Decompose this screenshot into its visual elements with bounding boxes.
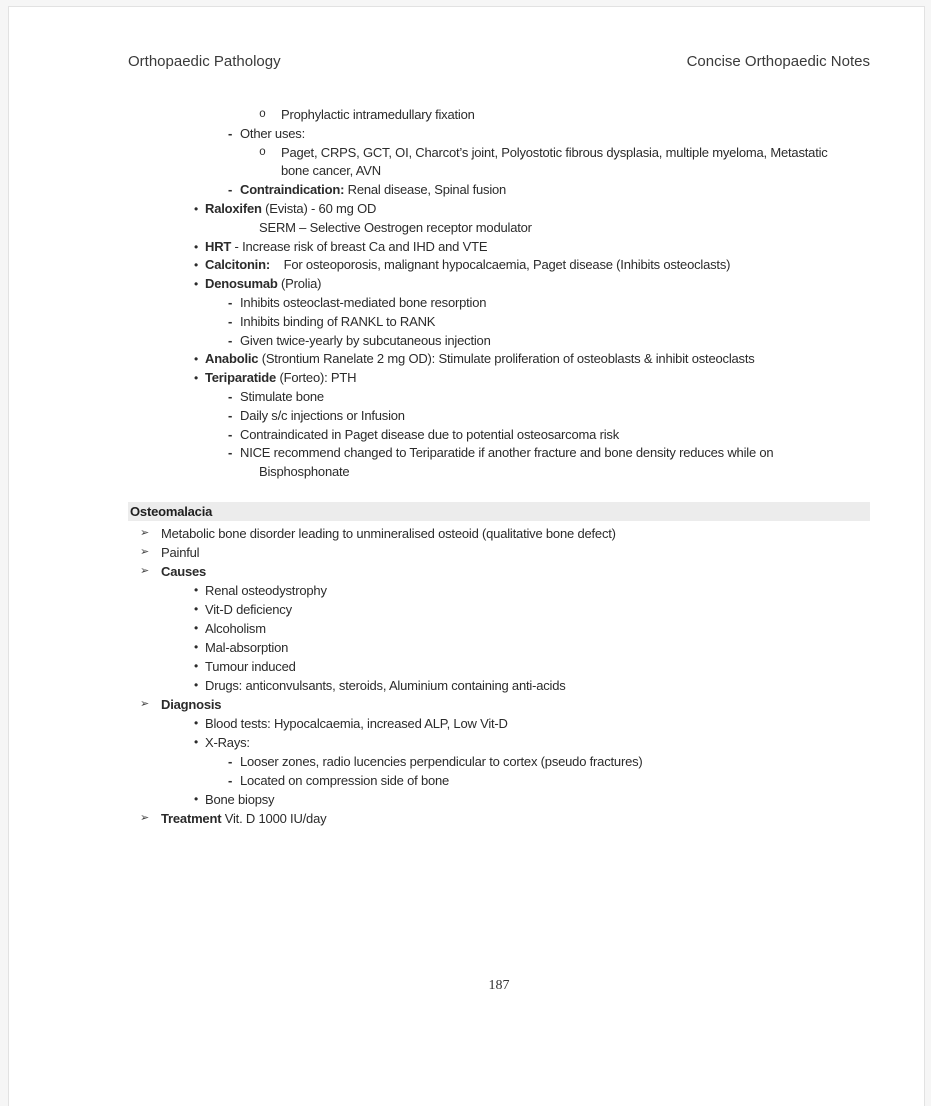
bullet-list-marker: •	[194, 735, 199, 749]
line-text	[128, 790, 870, 809]
dash-list-marker: -	[228, 313, 233, 329]
page-header	[128, 53, 870, 70]
o-list-marker: o	[259, 145, 266, 159]
line-text	[128, 809, 870, 828]
document-line	[128, 144, 870, 163]
line-text-segment: Painful	[161, 545, 200, 560]
line-text-segment: (Forteo): PTH	[276, 370, 357, 386]
page-footer	[128, 978, 870, 994]
bullet-list-marker: •	[194, 371, 199, 386]
line-text-bold-segment: Treatment	[161, 811, 222, 826]
line-text-bold-segment: Causes	[161, 564, 207, 579]
o-list-marker: o	[259, 108, 266, 121]
line-text-segment: For osteoporosis, malignant hypocalcaemia, Paget disease (Inhibits osteoclasts)	[269, 257, 731, 273]
document-line	[128, 562, 870, 581]
bullet-list-marker: •	[194, 792, 199, 806]
document-line	[128, 809, 870, 828]
line-text	[128, 181, 870, 200]
line-text	[128, 219, 870, 238]
line-text-segment: Mal-absorption	[205, 640, 289, 655]
document-line	[128, 752, 870, 771]
line-text-segment: Given twice-yearly by subcutaneous injection	[240, 332, 491, 348]
document-line	[128, 238, 870, 257]
line-text	[128, 256, 870, 275]
line-text	[128, 369, 870, 388]
document-line	[128, 543, 870, 562]
line-text-segment: (Evista) - 60 mg OD	[261, 200, 377, 216]
line-text	[128, 695, 870, 714]
header-title-left: Orthopaedic Pathology	[128, 53, 281, 70]
document-line	[128, 388, 870, 407]
document-line	[128, 771, 870, 790]
header-title-right: Concise Orthopaedic Notes	[686, 53, 870, 70]
document-line	[128, 125, 870, 144]
line-text-bold-segment: Denosumab	[205, 276, 278, 292]
line-text-segment: SERM – Selective Oestrogen receptor modulator	[259, 219, 532, 235]
section-heading: Osteomalacia	[130, 504, 213, 519]
document-line	[128, 294, 870, 313]
bullet-list-marker: •	[194, 352, 199, 367]
line-text	[128, 638, 870, 657]
line-text-bold-segment: Raloxifen	[205, 200, 262, 216]
bullet-list-marker: •	[194, 621, 199, 635]
line-text	[128, 444, 870, 463]
line-text	[128, 752, 870, 771]
line-text	[128, 332, 870, 351]
bullet-list-marker: •	[194, 659, 199, 673]
line-text	[128, 600, 870, 619]
line-text-segment: Bone biopsy	[205, 792, 275, 807]
line-text-segment: Alcoholism	[205, 621, 266, 636]
line-text	[128, 144, 870, 163]
bullet-list-marker: •	[194, 277, 199, 292]
document-line	[128, 200, 870, 219]
document-line	[128, 369, 870, 388]
bullet-list-marker: •	[194, 583, 199, 597]
line-text	[128, 294, 870, 313]
line-text	[128, 714, 870, 733]
arrow-list-marker: ➢	[140, 565, 150, 577]
line-text	[128, 350, 870, 369]
line-text	[128, 388, 870, 407]
line-text-segment: Prophylactic intramedullary fixation	[281, 107, 475, 122]
arrow-list-marker: ➢	[140, 698, 150, 710]
document-line	[128, 524, 870, 543]
document-line	[128, 444, 870, 463]
line-text-segment: - Increase risk of breast Ca and IHD and VTE	[231, 238, 488, 254]
line-text-segment: Stimulate bone	[240, 388, 324, 404]
line-text	[128, 238, 870, 257]
line-text	[128, 275, 870, 294]
line-text-segment: Renal disease, Spinal fusion	[344, 182, 507, 198]
dash-list-marker: -	[228, 388, 233, 404]
dash-list-marker: -	[228, 407, 233, 423]
line-text	[128, 524, 870, 543]
document-line	[128, 256, 870, 275]
bullet-list-marker: •	[194, 602, 199, 616]
line-text-bold-segment: Contraindication:	[240, 182, 345, 198]
dash-list-marker: -	[228, 294, 233, 310]
document-line	[128, 181, 870, 200]
arrow-list-marker: ➢	[140, 546, 150, 558]
document-line	[128, 638, 870, 657]
line-text	[128, 125, 870, 144]
line-text-bold-segment: Anabolic	[205, 351, 259, 367]
line-text	[128, 407, 870, 426]
line-text-segment: Located on compression side of bone	[240, 773, 450, 788]
line-text-segment: Vit. D 1000 IU/day	[221, 811, 327, 826]
dash-list-marker: -	[228, 426, 233, 442]
document-page	[8, 6, 925, 1106]
dash-list-marker: -	[228, 182, 233, 198]
line-text-segment: Blood tests: Hypocalcaemia, increased ALP, Low Vit-D	[205, 716, 508, 731]
bullet-list-marker: •	[194, 716, 199, 730]
osteomalacia-notes-list	[128, 524, 870, 828]
line-text-segment: Vit-D deficiency	[205, 602, 292, 617]
bullet-list-marker: •	[194, 678, 199, 692]
arrow-list-marker: ➢	[140, 527, 150, 539]
document-line	[128, 162, 870, 181]
line-text-segment: Bisphosphonate	[259, 464, 350, 480]
line-text-segment: (Prolia)	[277, 276, 322, 292]
document-line	[128, 106, 870, 125]
line-text-segment: Tumour induced	[205, 659, 296, 674]
document-line	[128, 790, 870, 809]
line-text-segment: bone cancer, AVN	[281, 163, 381, 179]
line-text	[128, 463, 870, 482]
dash-list-marker: -	[228, 125, 233, 141]
line-text	[128, 543, 870, 562]
line-text	[128, 562, 870, 581]
line-text	[128, 200, 870, 219]
document-line	[128, 407, 870, 426]
line-text-segment: Renal osteodystrophy	[205, 583, 327, 598]
document-line	[128, 313, 870, 332]
document-line	[128, 695, 870, 714]
line-text	[128, 676, 870, 695]
arrow-list-marker: ➢	[140, 812, 150, 824]
line-text-segment: Metabolic bone disorder leading to unmineralised osteoid (qualitative bone defect)	[161, 526, 616, 541]
document-line	[128, 426, 870, 445]
line-text-segment: Drugs: anticonvulsants, steroids, Aluminium containing anti-acids	[205, 678, 566, 693]
line-text	[128, 581, 870, 600]
line-text	[128, 619, 870, 638]
dash-list-marker: -	[228, 754, 233, 769]
line-text	[128, 426, 870, 445]
line-text	[128, 733, 870, 752]
document-line	[128, 332, 870, 351]
bullet-list-marker: •	[194, 239, 199, 254]
line-text-bold-segment: Calcitonin:	[205, 257, 270, 273]
document-line	[128, 463, 870, 482]
document-line	[128, 619, 870, 638]
line-text	[128, 162, 870, 181]
bullet-list-marker: •	[194, 640, 199, 654]
line-text-segment: Other uses:	[240, 125, 305, 141]
document-line	[128, 581, 870, 600]
document-line	[128, 275, 870, 294]
document-line	[128, 350, 870, 369]
line-text-segment: Inhibits binding of RANKL to RANK	[240, 313, 436, 329]
line-text-bold-segment: HRT	[205, 238, 232, 254]
document-line	[128, 733, 870, 752]
line-text-segment: X-Rays:	[205, 735, 250, 750]
dash-list-marker: -	[228, 773, 233, 788]
line-text-segment: (Strontium Ranelate 2 mg OD): Stimulate proliferation of osteoblasts & inhibit osteoclasts	[258, 351, 755, 367]
document-line	[128, 219, 870, 238]
document-line	[128, 714, 870, 733]
line-text-segment: Inhibits osteoclast-mediated bone resorption	[240, 294, 487, 310]
bullet-list-marker: •	[194, 258, 199, 273]
document-line	[128, 676, 870, 695]
bullet-list-marker: •	[194, 201, 199, 216]
dash-list-marker: -	[228, 332, 233, 348]
line-text-segment: Paget, CRPS, GCT, OI, Charcot’s joint, Polyostotic fibrous dysplasia, multiple myeloma, Metastatic	[281, 144, 828, 160]
line-text-bold-segment: Teriparatide	[205, 370, 277, 386]
page-number: 187	[488, 978, 510, 993]
bisphosphonate-notes-list	[128, 106, 870, 482]
section-heading-bar	[128, 502, 870, 521]
dash-list-marker: -	[228, 445, 233, 461]
line-text	[128, 657, 870, 676]
line-text-segment: Looser zones, radio lucencies perpendicular to cortex (pseudo fractures)	[240, 754, 643, 769]
line-text	[128, 313, 870, 332]
line-text-bold-segment: Diagnosis	[161, 697, 222, 712]
document-line	[128, 657, 870, 676]
line-text	[128, 771, 870, 790]
document-line	[128, 600, 870, 619]
line-text-segment: Contraindicated in Paget disease due to potential osteosarcoma risk	[240, 426, 619, 442]
line-text	[128, 106, 870, 125]
line-text-segment: Daily s/c injections or Infusion	[240, 407, 405, 423]
line-text-segment: NICE recommend changed to Teriparatide if another fracture and bone density reduces while on	[240, 445, 774, 461]
